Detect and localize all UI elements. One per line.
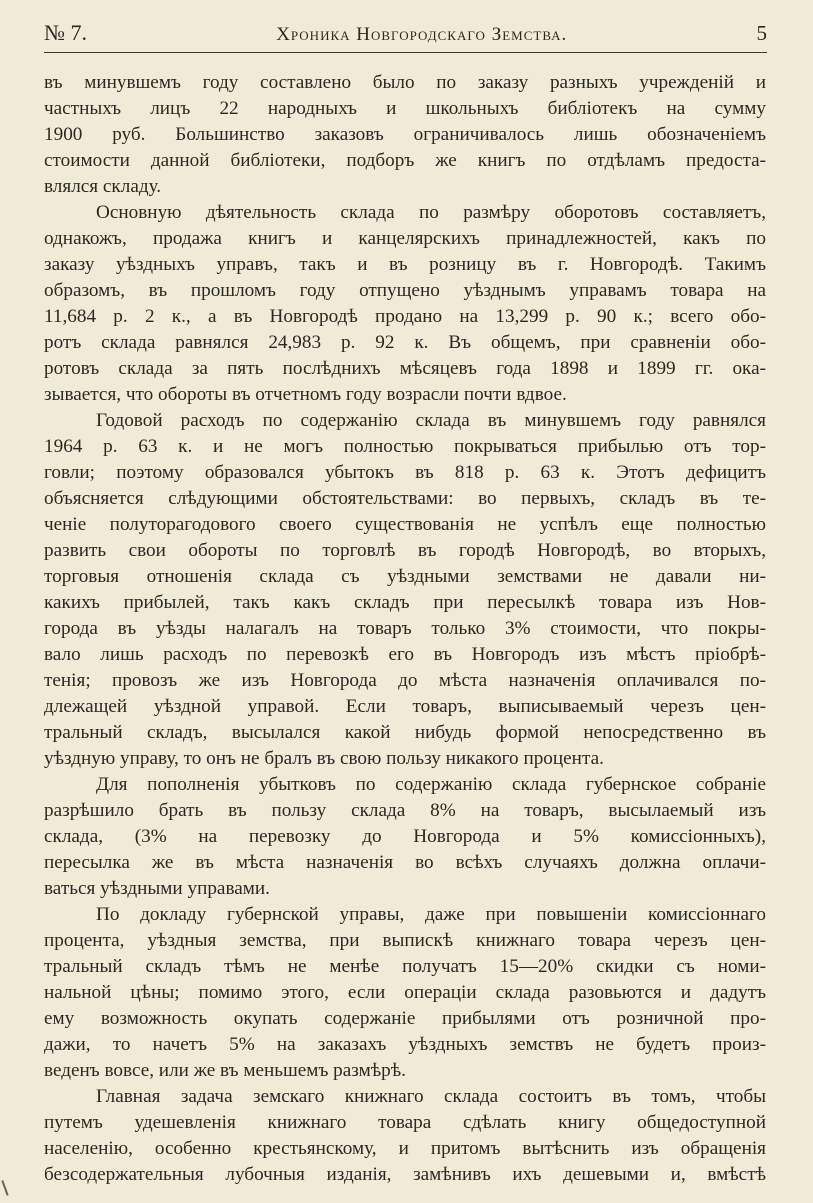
text-line: города въ уѣзды налагалъ на товаръ только 3% стоимости, что покры- bbox=[44, 618, 766, 639]
text-line: торговыя отношенія склада съ уѣздными земствами не давали ни- bbox=[44, 566, 766, 587]
text-line: нальной цѣны; помимо этого, если операціи склада разовьются и дадутъ bbox=[44, 982, 766, 1003]
text-line: Главная задача земскаго книжнаго склада состоитъ въ томъ, чтобы bbox=[96, 1086, 766, 1107]
text-line: 1964 р. 63 к. и не могъ полностью покрываться прибылью отъ тор- bbox=[44, 436, 766, 457]
text-line: веденъ вовсе, или же въ меньшемъ размѣрѣ. bbox=[44, 1060, 406, 1081]
text-line: развить свои обороты по торговлѣ въ городѣ Новгородѣ, во вторыхъ, bbox=[44, 540, 766, 561]
text-line: тенія; провозъ же изъ Новгорода до мѣста назначенія оплачивался по- bbox=[44, 670, 766, 691]
text-line: говли; поэтому образовался убытокъ въ 818 р. 63 к. Этотъ дефицитъ bbox=[44, 462, 766, 483]
text-line: населенію, особенно крестьянскому, и притомъ вытѣснить изъ обращенія bbox=[44, 1138, 766, 1159]
text-line: дажи, то начетъ 5% на заказахъ уѣздныхъ земствъ не будетъ произ- bbox=[44, 1034, 766, 1055]
text-line: безсодержательныя лубочныя изданія, замѣнивъ ихъ дешевыми и, вмѣстѣ bbox=[44, 1164, 766, 1185]
page-number: 5 bbox=[756, 21, 767, 45]
text-line: ваться уѣздными управами. bbox=[44, 878, 270, 899]
text-line: разрѣшило брать въ пользу склада 8% на товаръ, высылаемый изъ bbox=[44, 800, 766, 821]
text-line: 11,684 р. 2 к., а въ Новгородѣ продано на 13,299 р. 90 к.; всего обо- bbox=[44, 306, 766, 327]
text-line: вало лишь расходъ по перевозкѣ его въ Новгородъ изъ мѣстъ пріобрѣ- bbox=[44, 644, 766, 665]
text-line: однакожъ, продажа книгъ и канцелярскихъ принадлежностей, какъ по bbox=[44, 228, 766, 249]
text-line: влялся складу. bbox=[44, 176, 162, 197]
text-line: склада, (3% на перевозку до Новгорода и 5% комиссіонныхъ), bbox=[44, 826, 766, 847]
text-line: Годовой расходъ по содержанію склада въ минувшемъ году равнялся bbox=[96, 410, 766, 431]
text-line: тральный складъ, высылался какой нибудь формой непосредственно въ bbox=[44, 722, 766, 743]
journal-title: Хроника Новгородскаго Земства. bbox=[276, 24, 568, 45]
text-line: 1900 руб. Большинство заказовъ ограничивалось лишь обозначеніемъ bbox=[44, 124, 766, 145]
text-line: зывается, что обороты въ отчетномъ году возрасли почти вдвое. bbox=[44, 384, 567, 405]
text-line: процента, уѣздныя земства, при выпискѣ книжнаго товара черезъ цен- bbox=[44, 930, 766, 951]
text-line: пересылка же въ мѣста назначенія во всѣхъ случаяхъ должна оплачи- bbox=[44, 852, 766, 873]
text-line: ротовъ склада за пять послѣднихъ мѣсяцевъ года 1898 и 1899 гг. ока- bbox=[44, 358, 766, 379]
text-line: частныхъ лицъ 22 народныхъ и школьныхъ библіотекъ на сумму bbox=[44, 98, 766, 119]
text-line: тральный складъ тѣмъ не менѣе получатъ 15—20% скидки съ номи- bbox=[44, 956, 766, 977]
text-line: путемъ удешевленія книжнаго товара сдѣлать книгу общедоступной bbox=[44, 1112, 766, 1133]
text-line: ченіе полуторагодового своего существованія не успѣлъ еще полностью bbox=[44, 514, 766, 535]
header-rule bbox=[44, 52, 767, 53]
body-text bbox=[44, 70, 766, 1188]
text-line: По докладу губернской управы, даже при повышеніи комиссіоннаго bbox=[96, 904, 766, 925]
margin-mark bbox=[1, 1180, 8, 1196]
text-line: ротъ склада равнялся 24,983 р. 92 к. Въ общемъ, при сравненіи обо- bbox=[44, 332, 766, 353]
text-line: длежащей уѣздной управой. Если товаръ, выписываемый черезъ цен- bbox=[44, 696, 766, 717]
text-line: заказу уѣздныхъ управъ, такъ и въ розницу въ г. Новгородѣ. Такимъ bbox=[44, 254, 766, 275]
issue-number: № 7. bbox=[44, 20, 87, 45]
text-line: образомъ, въ прошломъ году отпущено уѣзднымъ управамъ товара на bbox=[44, 280, 766, 301]
text-line: Для пополненія убытковъ по содержанію склада губернское собраніе bbox=[96, 774, 766, 795]
text-line: какихъ прибылей, такъ какъ складъ при пересылкѣ товара изъ Нов- bbox=[44, 592, 766, 613]
text-line: уѣздную управу, то онъ не бралъ въ свою пользу никакого процента. bbox=[44, 748, 604, 769]
running-header bbox=[44, 20, 767, 48]
text-line: въ минувшемъ году составлено было по заказу разныхъ учрежденій и bbox=[44, 72, 766, 93]
text-line: стоимости данной библіотеки, подборъ же книгъ по отдѣламъ предоста- bbox=[44, 150, 766, 171]
text-line: объясняется слѣдующими обстоятельствами: во первыхъ, складъ въ те- bbox=[44, 488, 766, 509]
text-line: Основную дѣятельность склада по размѣру оборотовъ составляетъ, bbox=[96, 202, 766, 223]
text-line: ему возможность окупать содержаніе прибылями отъ розничной про- bbox=[44, 1008, 766, 1029]
